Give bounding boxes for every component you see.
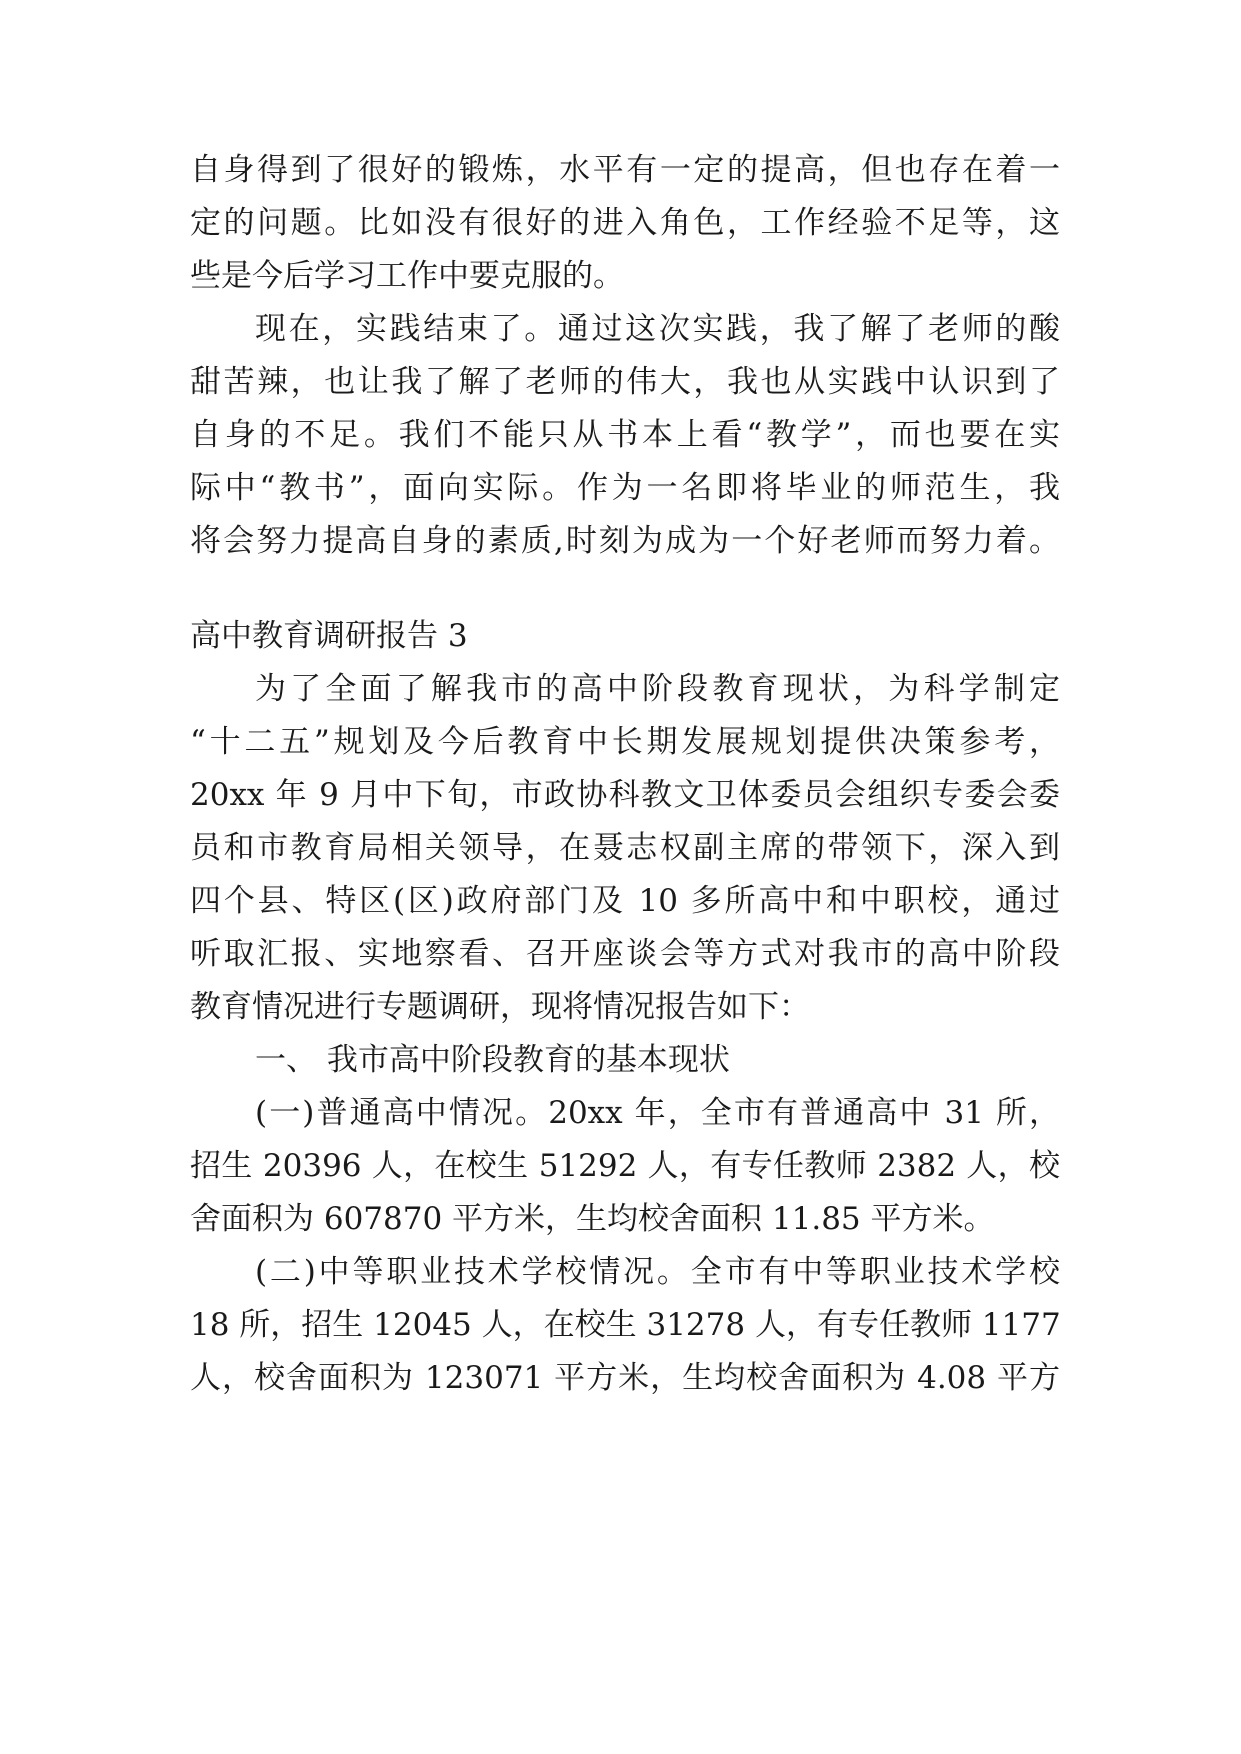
subsection-heading: 一、 我市高中阶段教育的基本现状 bbox=[255, 1042, 730, 1078]
text-line: 人，校舍面积为 123071 平方米，生均校舍面积为 4.08 平方 bbox=[190, 1360, 1060, 1396]
text-line: 18 所，招生 12045 人，在校生 31278 人，有专任教师 1177 bbox=[190, 1307, 1061, 1343]
text-line: 听取汇报、实地察看、召开座谈会等方式对我市的高中阶段 bbox=[190, 936, 1060, 972]
text-line: 员和市教育局相关领导，在聂志权副主席的带领下，深入到 bbox=[190, 830, 1060, 866]
text-line: 为了全面了解我市的高中阶段教育现状，为科学制定 bbox=[255, 671, 1060, 707]
section-heading: 高中教育调研报告 3 bbox=[190, 618, 468, 654]
text-line: 现在，实践结束了。通过这次实践，我了解了老师的酸 bbox=[255, 311, 1060, 347]
text-line: “十二五”规划及今后教育中长期发展规划提供决策参考， bbox=[190, 724, 1060, 760]
text-line: 些是今后学习工作中要克服的。 bbox=[190, 258, 624, 294]
text-line: 舍面积为 607870 平方米，生均校舍面积 11.85 平方米。 bbox=[190, 1201, 995, 1237]
text-line: 自身得到了很好的锻炼，水平有一定的提高，但也存在着一 bbox=[190, 152, 1060, 188]
text-line: 定的问题。比如没有很好的进入角色，工作经验不足等，这 bbox=[190, 205, 1060, 241]
text-line: 四个县、特区(区)政府部门及 10 多所高中和中职校，通过 bbox=[190, 883, 1060, 919]
text-line: 际中“教书”，面向实际。作为一名即将毕业的师范生，我 bbox=[190, 470, 1060, 506]
text-line: 自身的不足。我们不能只从书本上看“教学”，而也要在实 bbox=[190, 417, 1060, 453]
text-line: 教育情况进行专题调研，现将情况报告如下： bbox=[190, 989, 810, 1025]
text-line: (二)中等职业技术学校情况。全市有中等职业技术学校 bbox=[255, 1254, 1060, 1290]
text-line: 20xx 年 9 月中下旬，市政协科教文卫体委员会组织专委会委 bbox=[190, 777, 1060, 813]
text-line: 甜苦辣，也让我了解了老师的伟大，我也从实践中认识到了 bbox=[190, 364, 1060, 400]
text-line: 招生 20396 人，在校生 51292 人，有专任教师 2382 人，校 bbox=[190, 1148, 1060, 1184]
text-line: (一)普通高中情况。20xx 年，全市有普通高中 31 所， bbox=[255, 1095, 1060, 1131]
text-line: 将会努力提高自身的素质,时刻为成为一个好老师而努力着。 bbox=[190, 523, 1060, 559]
